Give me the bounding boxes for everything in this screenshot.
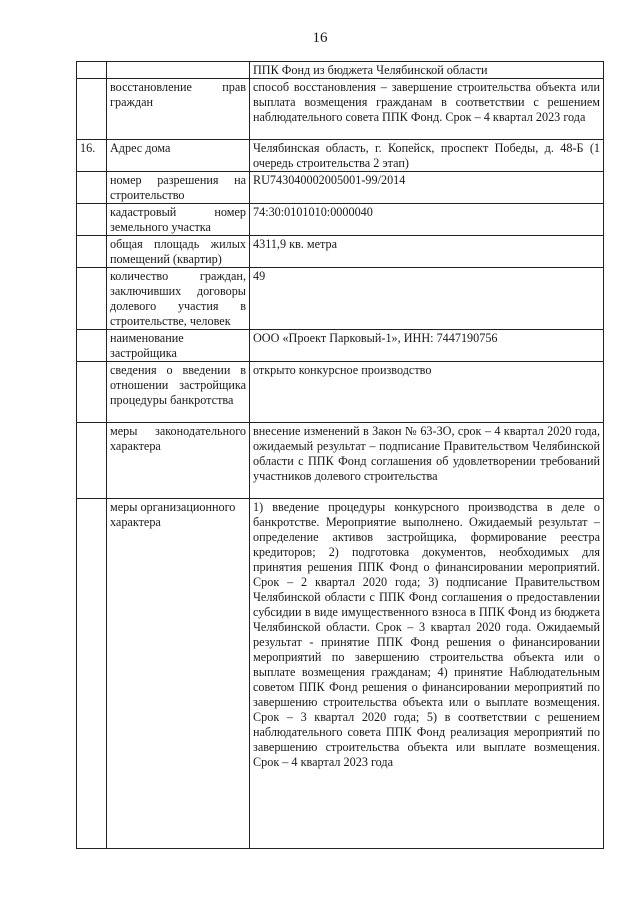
row-number xyxy=(77,499,107,849)
row-label xyxy=(107,62,250,79)
table-row xyxy=(77,423,604,499)
row-value: внесение изменений в Закон № 63-ЗО, срок – 4 квартал 2020 года, ожидаемый результат – подписание Правительством Челябинской области с ППК Фонд соглашения об удовлетворении требований участников долевого строительства xyxy=(250,423,604,499)
row-label: сведения о введении в отношении застройщика процедуры банкротства xyxy=(107,362,250,423)
row-number xyxy=(77,268,107,330)
row-number xyxy=(77,79,107,140)
row-label: общая площадь жилых помещений (квартир) xyxy=(107,236,250,268)
row-number xyxy=(77,204,107,236)
row-value: 49 xyxy=(250,268,604,330)
row-value: ООО «Проект Парковый-1», ИНН: 7447190756 xyxy=(250,330,604,362)
row-label: восстановление прав граждан xyxy=(107,79,250,140)
row-value: 4311,9 кв. метра xyxy=(250,236,604,268)
row-value: 1) введение процедуры конкурсного производства в деле о банкротстве. Мероприятие выполнено. Ожидаемый результат – определение активов застройщика, формирование реестра кредиторов; 2) подготовка документов, необходимых для принятия решения ППК Фонд о финансировании мероприятий. Срок – 2 квартал 2020 года; 3) подписание Правительством Челябинской области с ППК Фонд соглашения о предоставлении субсидии в виде имущественного взноса в ППК Фонд из бюджета Челябинской области. Срок – 3 квартал 2020 года. Ожидаемый результат - принятие ППК Фонд решения о финансировании мероприятий по завершению строительства объекта или о выплате возмещения гражданам; 4) принятие Наблюдательным советом ППК Фонд решения о финансировании мероприятий по завершению строительства объекта или о выплате возмещения. Срок – 3 квартал 2020 года; 5) в соответствии с решением наблюдательного совета ППК Фонд реализация мероприятий по завершению строительства объекта или выплате возмещения. Срок – 4 квартал 2023 года xyxy=(250,499,604,849)
page-number: 16 xyxy=(312,30,328,46)
row-number xyxy=(77,62,107,79)
table-row xyxy=(77,362,604,423)
row-label: количество граждан, заключивших договоры долевого участия в строительстве, человек xyxy=(107,268,250,330)
table-row xyxy=(77,236,604,268)
table-row xyxy=(77,140,604,172)
row-label: номер разрешения на строительство xyxy=(107,172,250,204)
row-label: меры законодательного характера xyxy=(107,423,250,499)
row-value: 74:30:0101010:0000040 xyxy=(250,204,604,236)
row-value: RU743040002005001-99/2014 xyxy=(250,172,604,204)
table-row xyxy=(77,79,604,140)
table-row xyxy=(77,499,604,849)
table-row xyxy=(77,204,604,236)
row-number xyxy=(77,330,107,362)
row-value: открыто конкурсное производство xyxy=(250,362,604,423)
row-value: Челябинская область, г. Копейск, проспект Победы, д. 48-Б (1 очередь строительства 2 этап) xyxy=(250,140,604,172)
row-label: меры организационного характера xyxy=(107,499,250,849)
row-number xyxy=(77,172,107,204)
table-row xyxy=(77,330,604,362)
row-number xyxy=(77,423,107,499)
row-number xyxy=(77,362,107,423)
table-row xyxy=(77,62,604,79)
row-label: кадастровый номер земельного участка xyxy=(107,204,250,236)
row-number xyxy=(77,236,107,268)
row-label: наименование застройщика xyxy=(107,330,250,362)
row-value: способ восстановления – завершение строительства объекта или выплата возмещения гражданам в соответствии с решением наблюдательного совета ППК Фонд. Срок – 4 квартал 2023 года xyxy=(250,79,604,140)
table-row xyxy=(77,172,604,204)
row-number: 16. xyxy=(77,140,107,172)
row-label: Адрес дома xyxy=(107,140,250,172)
housing-info-table xyxy=(76,61,604,849)
row-value: ППК Фонд из бюджета Челябинской области xyxy=(250,62,604,79)
table-row xyxy=(77,268,604,330)
